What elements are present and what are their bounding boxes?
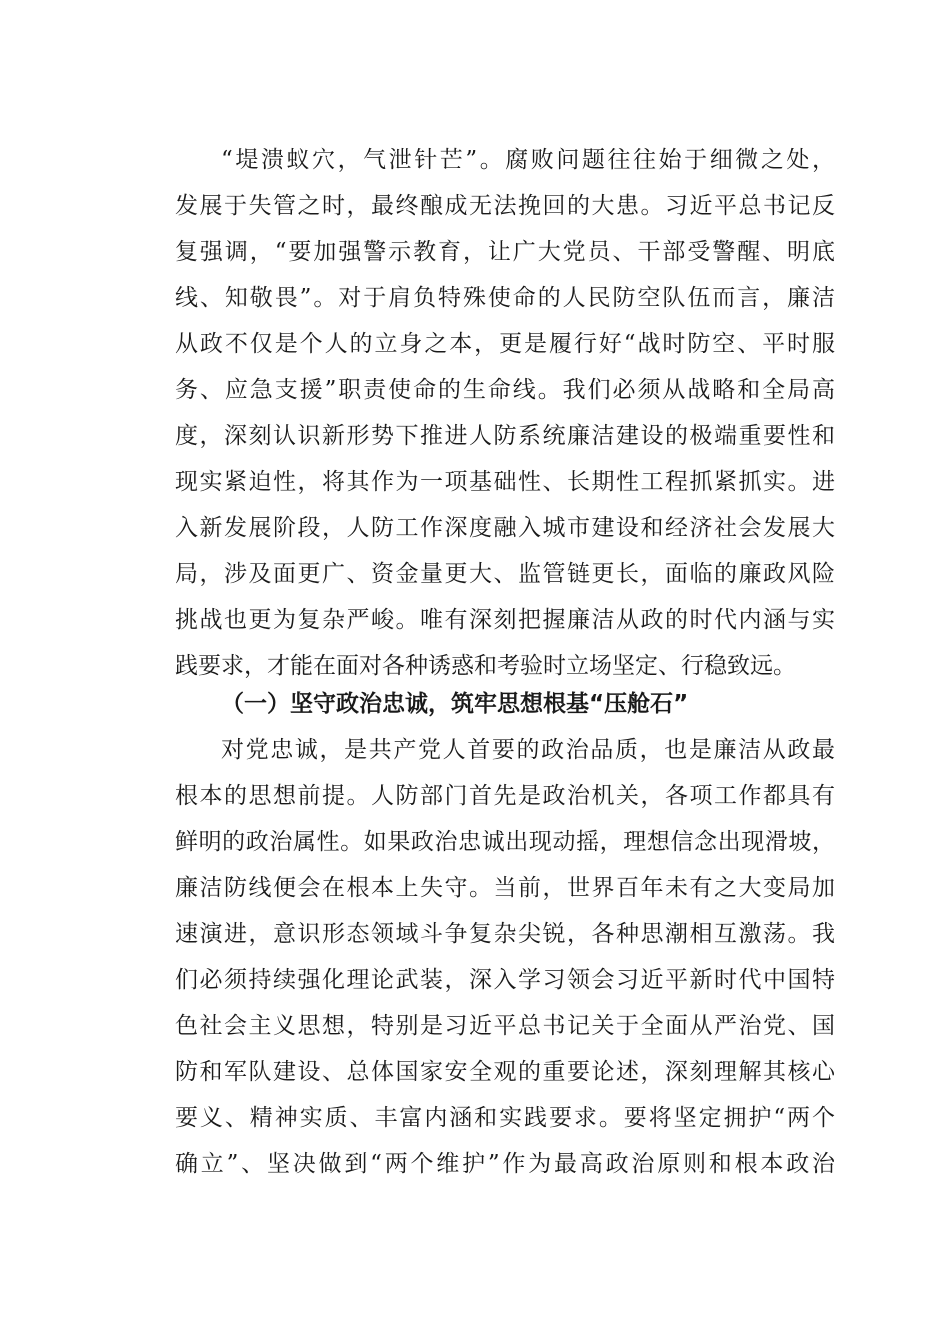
paragraph-1-line-7: 度，深刻认识新形势下推进人防系统廉洁建设的极端重要性和	[175, 423, 835, 449]
paragraph-2-line-6: 们必须持续强化理论武装，深入学习领会习近平新时代中国特	[175, 967, 835, 993]
paragraph-2-line-1: 对党忠诚，是共产党人首要的政治品质，也是廉洁从政最	[221, 737, 835, 763]
paragraph-2-line-10: 确立”、坚决做到“两个维护”作为最高政治原则和根本政治	[175, 1151, 835, 1177]
paragraph-1-line-10: 局，涉及面更广、资金量更大、监管链更长，面临的廉政风险	[175, 561, 835, 587]
paragraph-2-line-9: 要义、精神实质、丰富内涵和实践要求。要将坚定拥护“两个	[175, 1105, 835, 1131]
paragraph-2-line-8: 防和军队建设、总体国家安全观的重要论述，深刻理解其核心	[175, 1059, 835, 1085]
paragraph-1-line-5: 从政不仅是个人的立身之本，更是履行好“战时防空、平时服	[175, 331, 835, 357]
paragraph-1-line-6: 务、应急支援”职责使命的生命线。我们必须从战略和全局高	[175, 377, 835, 403]
paragraph-1-line-8: 现实紧迫性，将其作为一项基础性、长期性工程抓紧抓实。进	[175, 469, 835, 495]
paragraph-1-line-2: 发展于失管之时，最终酿成无法挽回的大患。习近平总书记反	[175, 193, 835, 219]
paragraph-1-line-12: 践要求，才能在面对各种诱惑和考验时立场坚定、行稳致远。	[175, 653, 796, 679]
paragraph-1-line-11: 挑战也更为复杂严峻。唯有深刻把握廉洁从政的时代内涵与实	[175, 607, 835, 633]
paragraph-1-line-9: 入新发展阶段，人防工作深度融入城市建设和经济社会发展大	[175, 515, 835, 541]
paragraph-2-line-5: 速演进，意识形态领域斗争复杂尖锐，各种思潮相互激荡。我	[175, 921, 835, 947]
paragraph-1-line-1: “堤溃蚁穴，气泄针芒”。腐败问题往往始于细微之处，	[221, 147, 835, 173]
paragraph-1-line-4: 线、知敬畏”。对于肩负特殊使命的人民防空队伍而言，廉洁	[175, 285, 835, 311]
paragraph-2-line-4: 廉洁防线便会在根本上失守。当前，世界百年未有之大变局加	[175, 875, 835, 901]
section-heading: （一）坚守政治忠诚，筑牢思想根基“压舱石”	[221, 691, 689, 717]
paragraph-2-line-7: 色社会主义思想，特别是习近平总书记关于全面从严治党、国	[175, 1013, 835, 1039]
paragraph-2-line-3: 鲜明的政治属性。如果政治忠诚出现动摇，理想信念出现滑坡，	[175, 829, 835, 855]
paragraph-1-line-3: 复强调，“要加强警示教育，让广大党员、干部受警醒、明底	[175, 239, 835, 265]
paragraph-2-line-2: 根本的思想前提。人防部门首先是政治机关，各项工作都具有	[175, 783, 835, 809]
